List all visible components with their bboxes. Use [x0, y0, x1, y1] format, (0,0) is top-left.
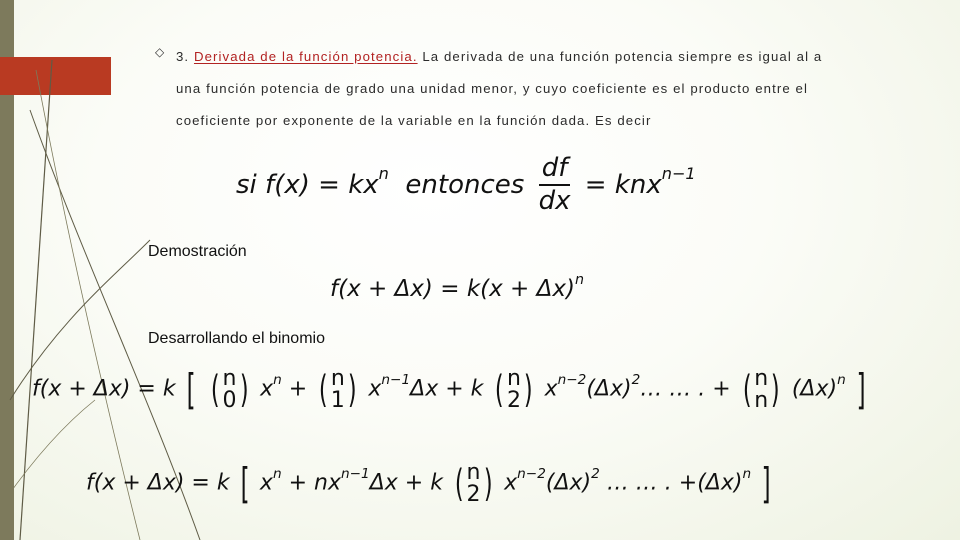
- fraction-numerator: df: [539, 155, 571, 186]
- math-exp-n-minus-1: n−1: [661, 164, 696, 184]
- demo-equation: [330, 272, 584, 302]
- math-equals: =: [318, 169, 340, 200]
- binom-n-2-simplified: ( n 2 ): [454, 460, 493, 507]
- binom-n-n: ( n n ): [742, 366, 780, 413]
- math-exp-n: n: [378, 164, 389, 184]
- binom-n-1: ( n 1 ): [319, 366, 357, 413]
- paragraph-text: La derivada de una función potencia siempre es igual al a una función potencia de grado una unidad menor, y cuyo coeficiente es el producto entre el coeficiente por exponente de la variable en la función dada. Es decir: [176, 49, 823, 128]
- fraction-denominator: dx: [538, 186, 571, 217]
- demo-exp: n: [574, 272, 584, 288]
- math-entonces: entonces: [405, 169, 525, 200]
- bullet-paragraph: [176, 41, 846, 137]
- close-bracket-2: ]: [761, 458, 771, 508]
- demo-equals: =: [440, 276, 460, 303]
- binom-n-2: ( n 2 ): [495, 366, 533, 413]
- math-kx: kx: [348, 169, 379, 200]
- simplified-expansion-equation: f(x + Δx) = k [ $x^n + nx^{n-1}\Delta x + k$ ( n 2 ) $x^{n-2}(\Delta x)^2$ … … . $+(\Delta x)^n$ ]: [86, 458, 771, 508]
- binomial-expansion-equation: f(x + Δx) = k [ ( n 0 ) $x^n$ + ( n 1 ) $x^{n-1}\Delta x + k$ ( n 2 ) $x^{n-2}(\Delta x)^2\dots$ … . + ( n n ) $(\Delta x)^n$ ]: [32, 364, 866, 414]
- close-bracket: ]: [856, 364, 866, 414]
- binom-n-0: ( n 0 ): [210, 366, 249, 413]
- open-bracket-2: [: [240, 458, 250, 508]
- highlighted-title: Derivada de la función potencia.: [193, 49, 418, 64]
- math-f-of-x: f(x): [265, 169, 310, 200]
- power-rule-equation: [236, 155, 696, 216]
- open-bracket: [: [186, 364, 196, 414]
- demo-rhs: k(x + Δx): [466, 276, 575, 303]
- binomial-lhs: f(x + Δx) = k: [32, 376, 176, 402]
- math-knx: knx: [614, 169, 662, 200]
- label-desarrollando: Desarrollando el binomio: [148, 330, 325, 347]
- simplified-lhs: f(x + Δx) = k: [86, 470, 230, 496]
- item-number: 3.: [176, 49, 190, 64]
- math-equals-2: =: [584, 169, 607, 200]
- label-demostracion: Demostración: [148, 243, 247, 260]
- demo-lhs: f(x + Δx): [330, 276, 433, 303]
- fraction-df-dx: [539, 155, 571, 216]
- diamond-bullet-icon: ◇: [155, 45, 165, 59]
- math-si: si: [236, 169, 257, 200]
